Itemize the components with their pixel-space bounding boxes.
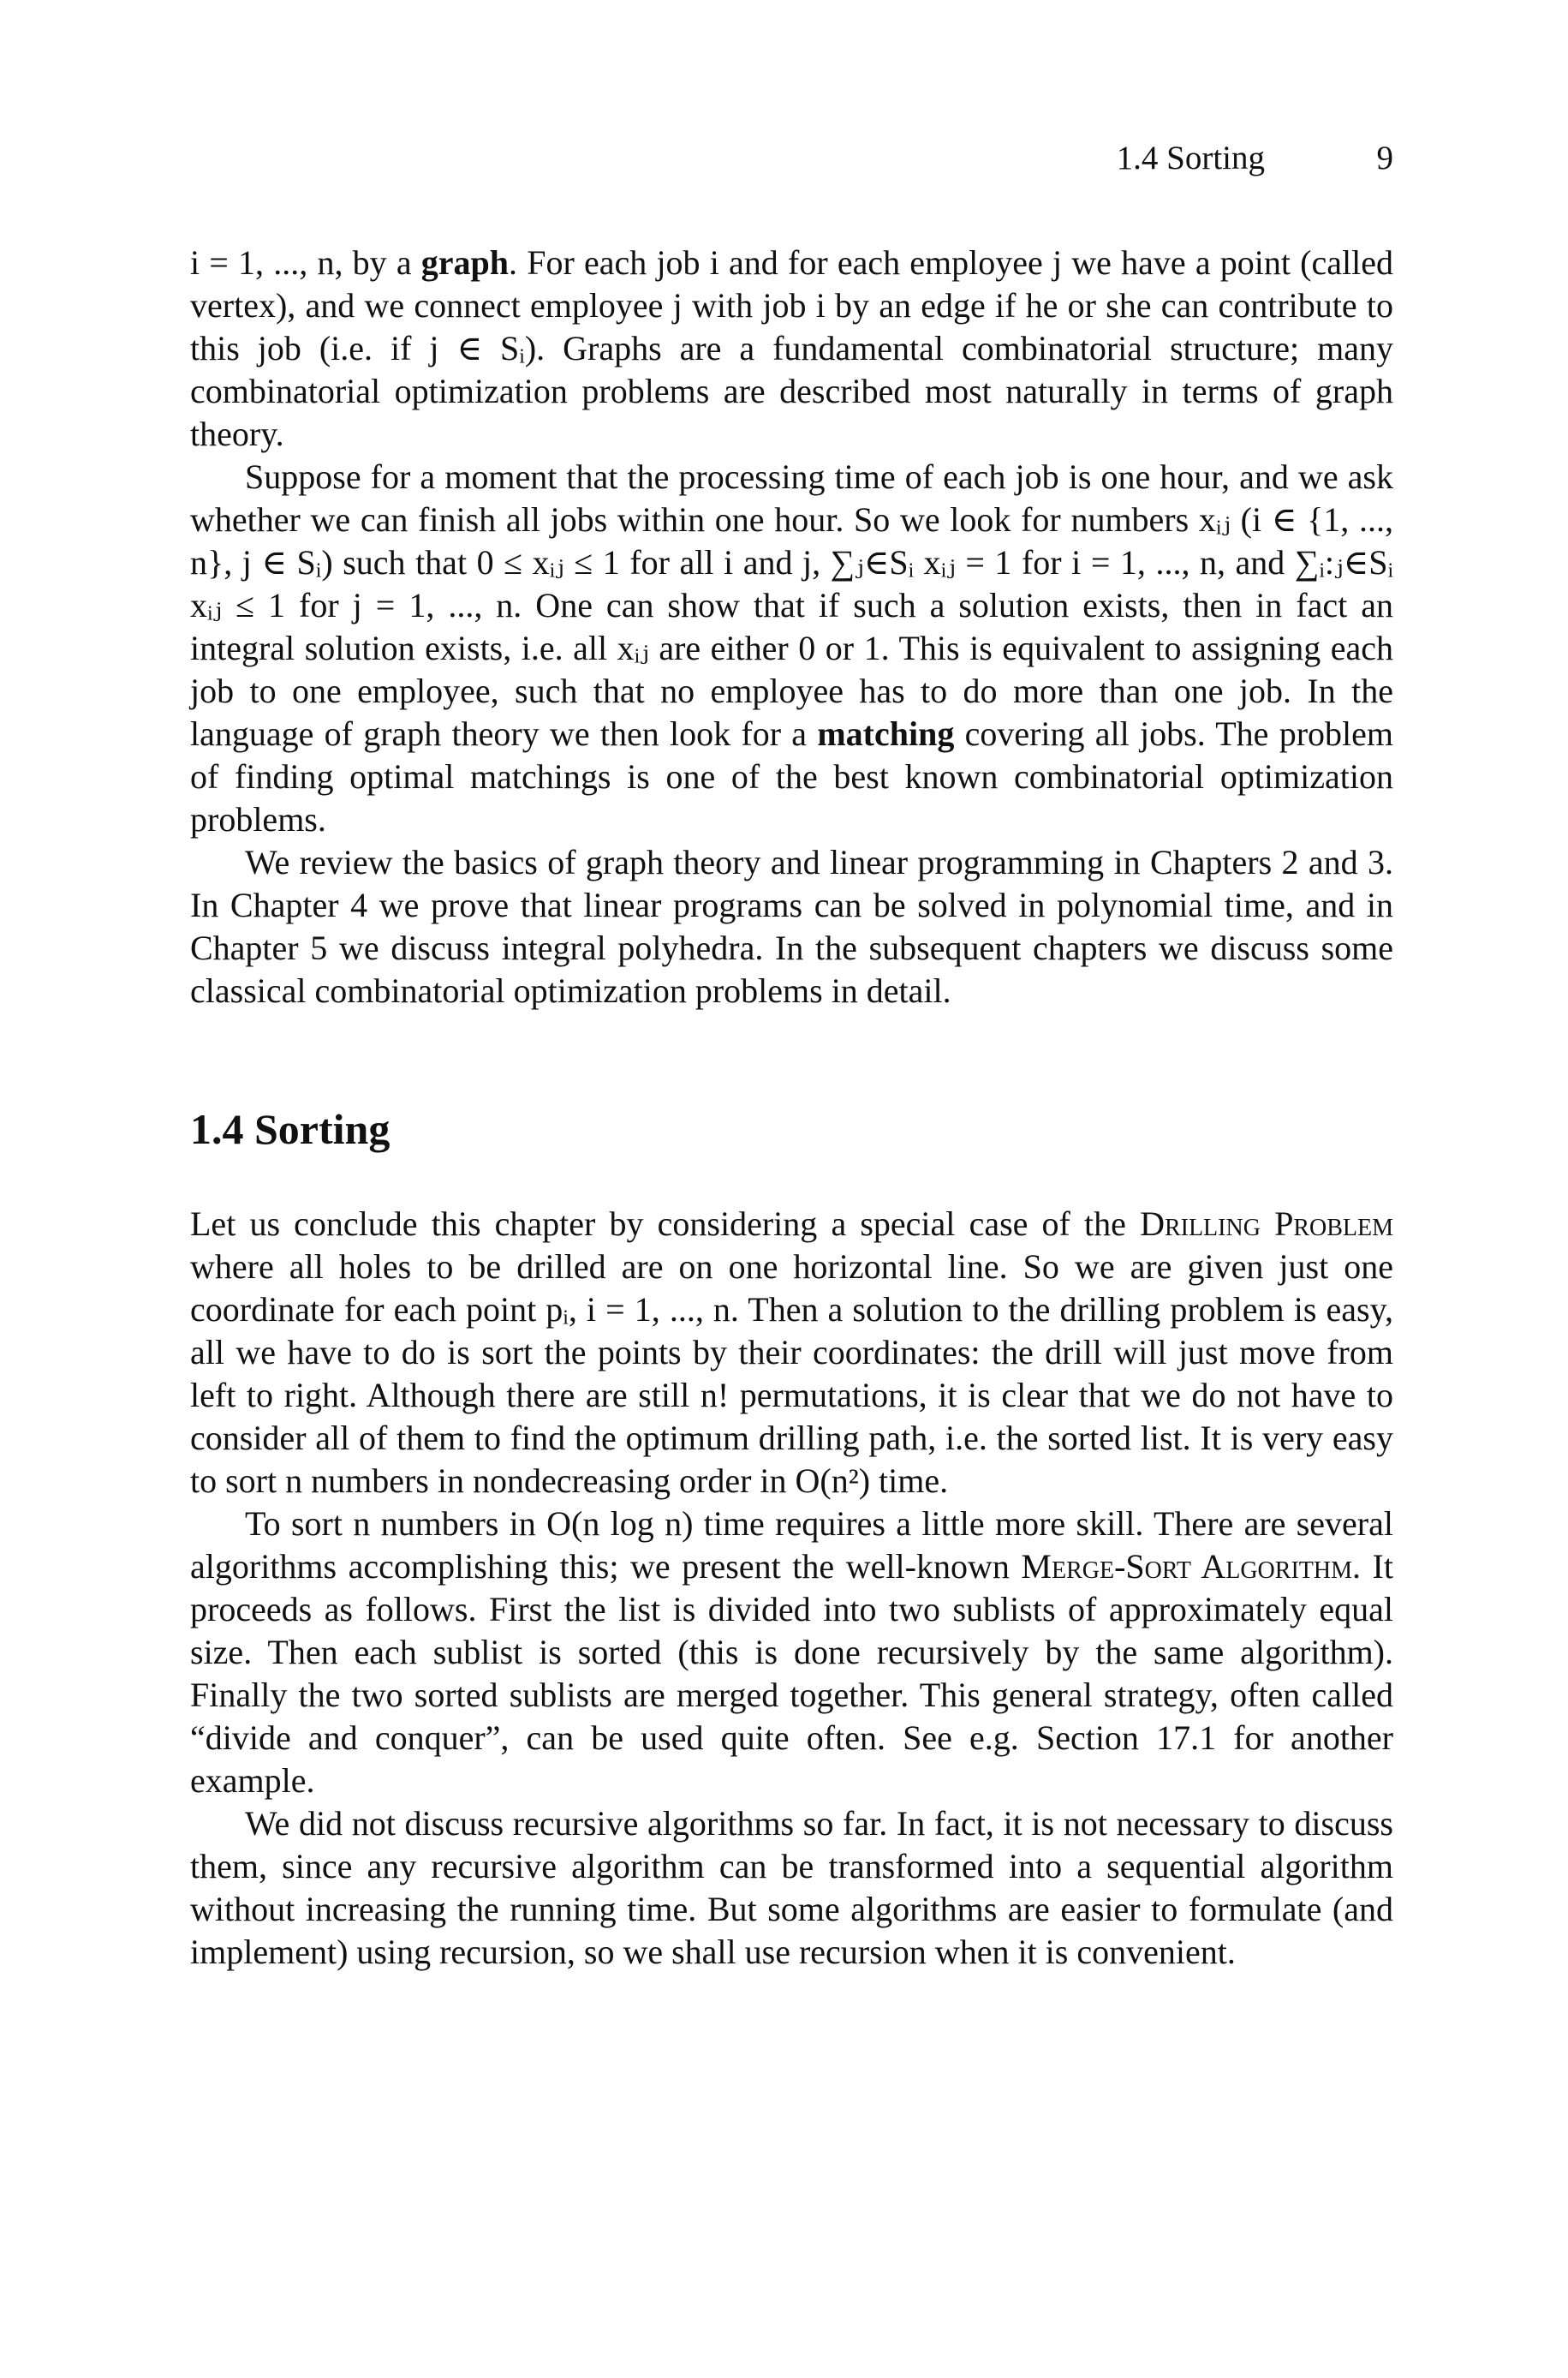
intro-text: [190, 242, 1393, 1013]
term-merge-sort: Merge-Sort Algorithm: [1021, 1547, 1352, 1586]
paragraph: i = 1, ..., n, by a graph. For each job i and for each employee j we have a point (called vertex), and we connect employee j with job i by an edge if he or she can contribute to this job (i.e. if j ∈ Sᵢ). Graphs are a fundamental combinatorial structure; many combinatorial optimization problems are described most naturally in terms of graph theory.: [190, 243, 1393, 453]
paragraph: Suppose for a moment that the processing time of each job is one hour, and we ask whether we can finish all jobs within one hour. So we look for numbers xᵢⱼ (i ∈ {1, ..., n}, j ∈ Sᵢ) such that 0 ≤ xᵢⱼ ≤ 1 for all i and j, ∑ⱼ∈Sᵢ xᵢⱼ = 1 for i = 1, ..., n, and ∑ᵢ:ⱼ∈Sᵢ xᵢⱼ ≤ 1 for j = 1, ..., n. One can show that if such a solution exists, then in fact an integral solution exists, i.e. all xᵢⱼ are either 0 or 1. This is equivalent to assigning each job to one employee, such that no employee has to do more than one job. In the language of graph theory we then look for a matching covering all jobs. The problem of finding optimal matchings is one of the best known combinatorial optimization problems.: [190, 457, 1393, 839]
paragraph: Let us conclude this chapter by considering a special case of the Drilling Problem where all holes to be drilled are on one horizontal line. So we are given just one coordinate for each point pᵢ, i = 1, ..., n. Then a solution to the drilling problem is easy, all we have to do is sort the points by their coordinates: the drill will just move from left to right. Although there are still n! permutations, it is clear that we do not have to consider all of them to find the optimum drilling path, i.e. the sorted list. It is very easy to sort n numbers in nondecreasing order in O(n²) time.: [190, 1204, 1393, 1500]
running-head: [190, 137, 1393, 180]
term-drilling-problem: Drilling Problem: [1140, 1204, 1393, 1243]
term-matching: matching: [817, 714, 955, 753]
paragraph: We did not discuss recursive algorithms so far. In fact, it is not necessary to discuss them, since any recursive algorithm can be transformed into a sequential algorithm without increasing the running time. But some algorithms are easier to formulate (and implement) using recursion, so we shall use recursion when it is convenient.: [190, 1804, 1393, 1971]
section-text: [190, 1203, 1393, 1974]
paragraph: To sort n numbers in O(n log n) time requires a little more skill. There are several algorithms accomplishing this; we present the well-known Merge-Sort Algorithm. It proceeds as follows. First the list is divided into two sublists of approximately equal size. Then each sublist is sorted (this is done recursively by the same algorithm). Finally the two sorted sublists are merged together. This general strategy, often called “divide and conquer”, can be used quite often. See e.g. Section 17.1 for another example.: [190, 1504, 1393, 1800]
page-number: 9: [1376, 140, 1393, 176]
section-heading: 1.4 Sorting: [190, 1105, 391, 1153]
term-graph: graph: [420, 243, 510, 282]
paragraph: We review the basics of graph theory and linear programming in Chapters 2 and 3. In Chapter 4 we prove that linear programs can be solved in polynomial time, and in Chapter 5 we discuss integral polyhedra. In the subsequent chapters we discuss some classical combinatorial optimization problems in detail.: [190, 843, 1393, 1010]
running-head-section: 1.4 Sorting: [1116, 140, 1265, 176]
